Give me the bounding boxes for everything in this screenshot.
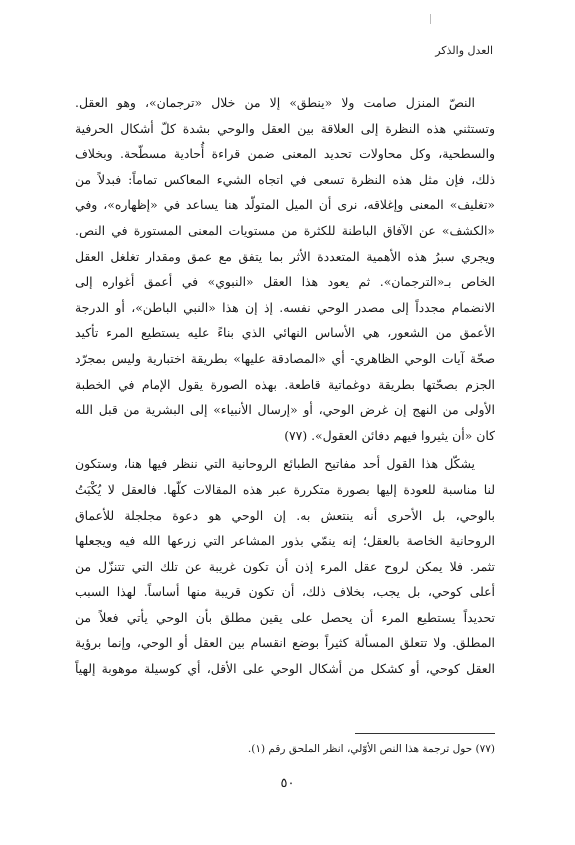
text-line: الأولى من النهج إن غرض الوحي، أو «إرسال الأنبياء» إلى البشرية من قبل الله <box>75 402 495 418</box>
text-line: الأعمق من الشعور، هي الأساس النهائي الذي بناءً عليه يستطيع المرء تأكيد <box>75 325 495 341</box>
text-line: ذلك، فإن مثل هذه النظرة تسعى في اتجاه الشيء المعاكس تماماً: فبدلاً من <box>75 171 495 187</box>
text-line: بالوحي، بل الأحرى أنه ينتعش به. إن الوحي هو دعوة مجلجلة للأعماق <box>75 507 495 523</box>
text-line: يشكّل هذا القول أحد مفاتيح الطبائع الروحانية التي ننظر فيها هنا، وستكون <box>75 456 475 472</box>
text-line: ويجري سبرُ هذه الأهمية المتعددة الأثر بما يتفق مع عمق ومقدار تغلغل العقل <box>75 248 495 264</box>
text-line: أعلى كوحي، بل يجب، بخلاف ذلك، أن تكون قريبة منها أساساً. لهذا السبب <box>75 584 495 600</box>
top-margin-mark <box>430 14 431 24</box>
text-line: العقل كوحي، أو كشكل من أشكال الوحي على الأقل، أي كوسيلة موهوبة إلهياً <box>75 661 495 677</box>
text-line: صحّة آيات الوحي الظاهري- أي «المصادقة عليها» بطريقة اختبارية وليس بمجرّد <box>75 350 495 366</box>
text-line: تحديداً يستطيع المرء أن يحصل على يقين مطلق بأن الوحي يأتي فعلاً من <box>75 609 495 625</box>
paragraph-2 <box>75 451 495 681</box>
page-number: ٥٠ <box>280 776 295 791</box>
body-text <box>75 90 495 682</box>
text-line: «الكشف» عن الآفاق الباطنة للكثرة من مستويات المعنى المستورة في النص. <box>75 222 495 238</box>
text-line: المطلق. ولا تتعلق المسألة كثيراً بوضع انقسام بين العقل أو الوحي، وإنما برؤية <box>75 635 495 651</box>
text-line: الجزم بصحّتها بطريقة دوغماتية قاطعة. بهذه الصورة يقول الإمام في الخطبة <box>75 376 495 392</box>
text-line: الانضمام مجدداً إلى مصدر الوحي نفسه. إذ إن هذا «النبي الباطن»، أو الدرجة <box>75 299 495 315</box>
running-head: العدل والذكر <box>435 44 493 57</box>
text-line: لنا مناسبة للعودة إليها بصورة متكررة عبر هذه المقالات كلّها. فالعقل لا يُكْبَتُ <box>75 481 495 497</box>
text-line: كان «أن يثيروا فيهم دفائن العقول». (٧٧) <box>284 427 495 443</box>
text-line: الروحانية الخاصة بالعقل؛ إنه ينمّي بذور المشاعر التي زرعها الله فيه ويجعلها <box>75 533 495 549</box>
paragraph-1 <box>75 90 495 448</box>
text-line: والسطحية، وكل محاولات تحديد المعنى ضمن قراءة أُحادية مسطّحة. وبخلاف <box>75 146 495 162</box>
text-line: تثمر. فلا يمكن لروح عقل المرء إذن أن تكون غريبة عن تلك التي تتنزّل من <box>75 558 495 574</box>
text-line: الخاص بـ«الترجمان». ثم يعود هذا العقل «النبوي» في أعمق أغواره إلى <box>75 274 495 290</box>
text-line: النصّ المنزل صامت ولا «ينطق» إلا من خلال «ترجمان»، وهو العقل. <box>75 95 475 110</box>
footnote-separator <box>355 733 495 734</box>
footnote: (٧٧) حول ترجمة هذا النص الأوّلي، انظر الملحق رقم (١). <box>247 743 495 755</box>
text-line: وتستثني هذه النظرة إلى العلاقة بين العقل والوحي بشدة كلّ أشكال الحرفية <box>75 120 495 136</box>
text-line: «تغليف» المعنى وإغلاقه، نرى أن الميل المتولّد هنا يساعد في «إظهاره»، وفي <box>75 197 495 213</box>
